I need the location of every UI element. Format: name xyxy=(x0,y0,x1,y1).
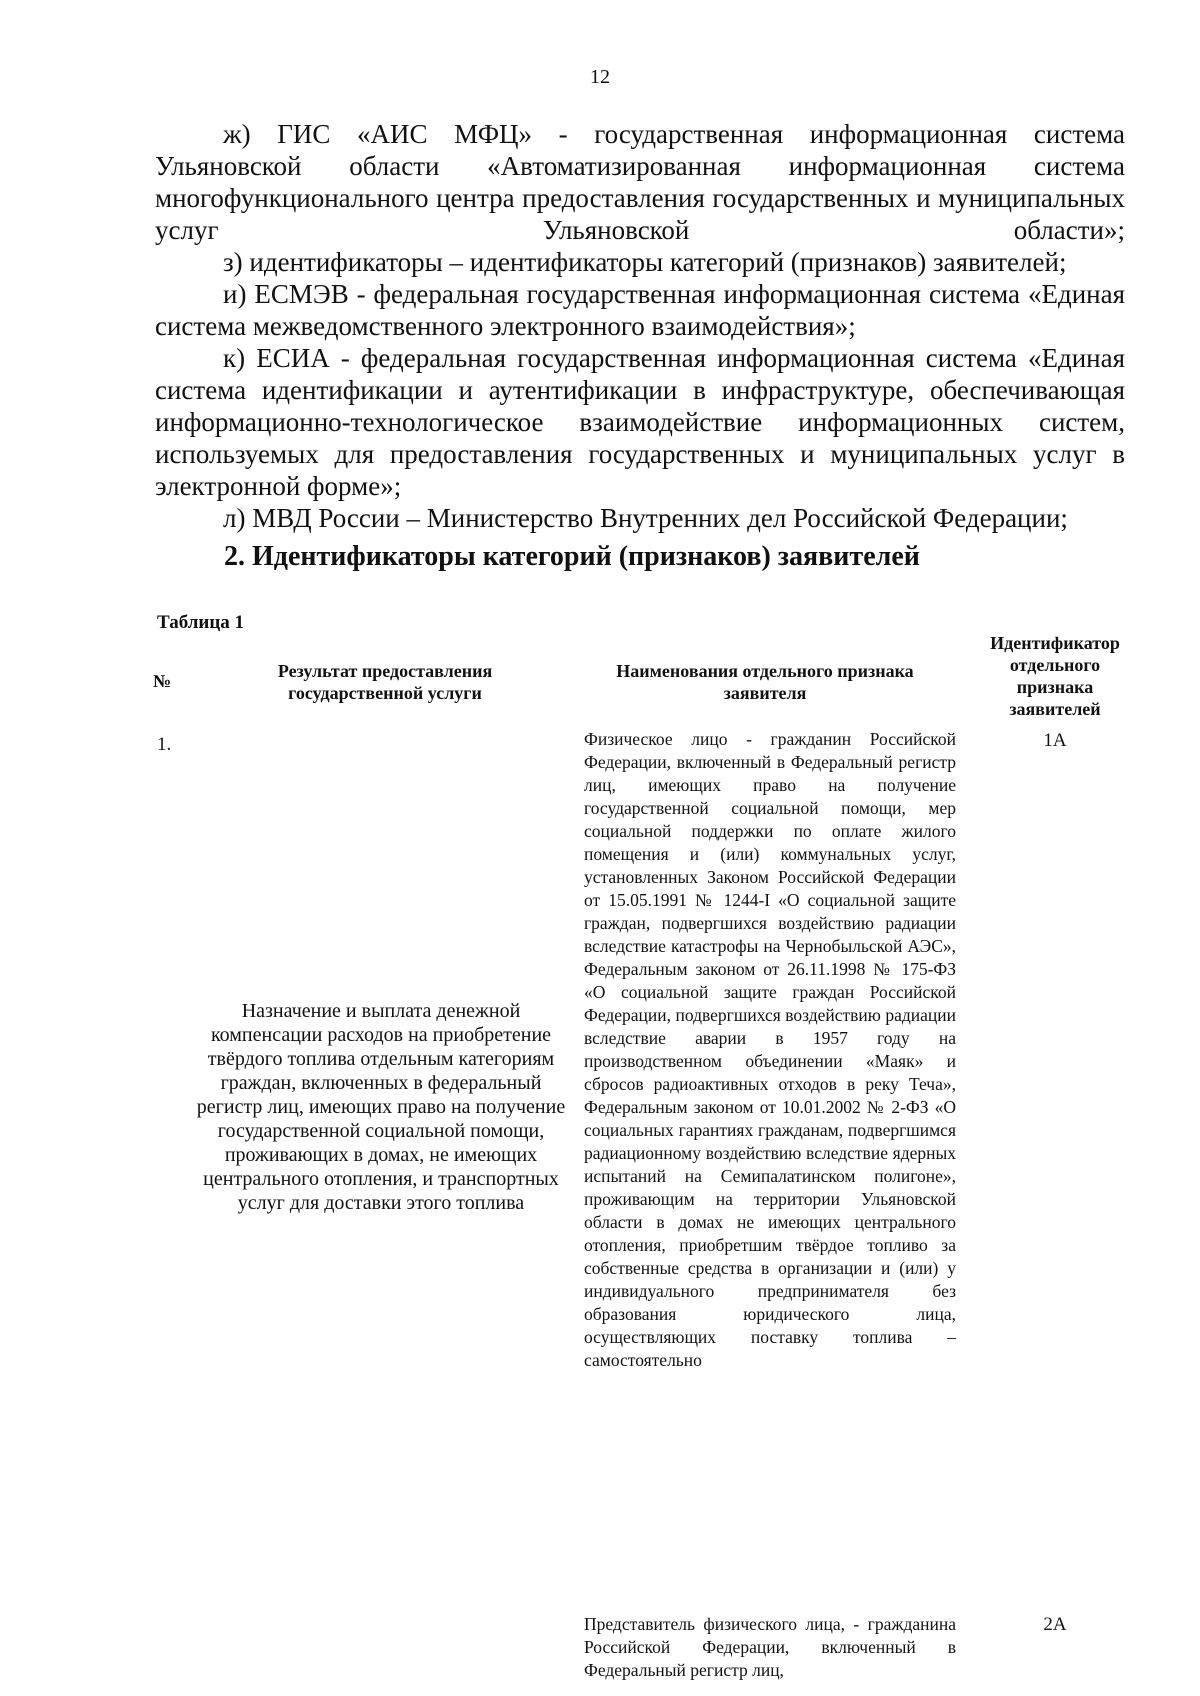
header-attribute-name: Наименования отдельного признака заявителя xyxy=(616,661,914,703)
attribute-description: Физическое лицо - гражданин Российской Федерации, включенный в Федеральный регистр лиц, имеющих право на получение государственной социальной помощи, мер социальной поддержки по оплате жилого помещения и (или) коммунальных услуг, установленных Законом Российской Федерации от 15.05.1991 № 1244-I «О социальной защите граждан, подвергшихся воздействию радиации вследствие катастрофы на Чернобыльской АЭС», Федеральным законом от 26.11.1998 № 175-ФЗ «О социальной защите граждан Российской Федерации, подвергшихся воздействию радиации вследствие аварии в 1957 году на производственном объединении «Маяк» и сбросов радиоактивных отходов в реку Теча», Федеральным законом от 10.01.2002 № 2-ФЗ «О социальных гарантиях гражданам, подвергшимся радиационному воздействию вследствие ядерных испытаний на Семипалатинском полигоне», проживающим на территории Ульяновской области в домах не имеющих центрального отопления, приобретшим твёрдое топливо за собственные средства в организации и (или) у индивидуального предпринимателя без образования юридического лица, осуществляющих поставку топлива – самостоятельно xyxy=(584,729,956,1370)
definition-zh: ж) ГИС «АИС МФЦ» - государственная информационная система Ульяновской области «Автоматизированная информационная система многофункционального центра предоставления государственных и муниципальных услуг Ульяновской области»; xyxy=(155,119,1125,245)
page-number: 12 xyxy=(590,66,610,88)
header-result: Результат предоставления государственной услуги xyxy=(277,661,493,703)
definitions-list xyxy=(155,118,1125,534)
definition-z: з) идентификаторы – идентификаторы категорий (признаков) заявителей; xyxy=(223,247,1067,277)
service-result: Назначение и выплата денежной компенсации расходов на приобретение твёрдого топлива отдельным категориям граждан, включенных в федеральный регистр лиц, имеющих право на получение государственной социальной помощи, проживающих в домах, не имеющих центрального отопления, и транспортных услуг для доставки этого топлива xyxy=(196,1000,566,1214)
attribute-identifier: 2А xyxy=(1043,1614,1067,1635)
section-heading: 2. Идентификаторы категорий (признаков) заявителей xyxy=(224,541,920,572)
definition-k: к) ЕСИА - федеральная государственная информационная система «Единая система идентификации и аутентификации в инфраструктуре, обеспечивающая информационно-технологическое взаимодействие информационных систем, используемых для предоставления государственных и муниципальных услуг в электронной форме»; xyxy=(155,343,1125,501)
header-identifier: Идентификатор отдельного признака заявителей xyxy=(990,633,1120,719)
definition-l: л) МВД России – Министерство Внутренних дел Российской Федерации; xyxy=(223,503,1068,533)
header-number: № xyxy=(153,671,172,691)
row-number: 1. xyxy=(157,734,172,755)
attribute-identifier: 1А xyxy=(1043,730,1067,751)
attribute-description: Представитель физического лица, - гражданина Российской Федерации, включенный в Федеральный регистр лиц, xyxy=(584,1614,956,1680)
table-caption: Таблица 1 xyxy=(157,612,245,633)
definition-i: и) ЕСМЭВ - федеральная государственная информационная система «Единая система межведомственного электронного взаимодействия»; xyxy=(155,279,1125,341)
